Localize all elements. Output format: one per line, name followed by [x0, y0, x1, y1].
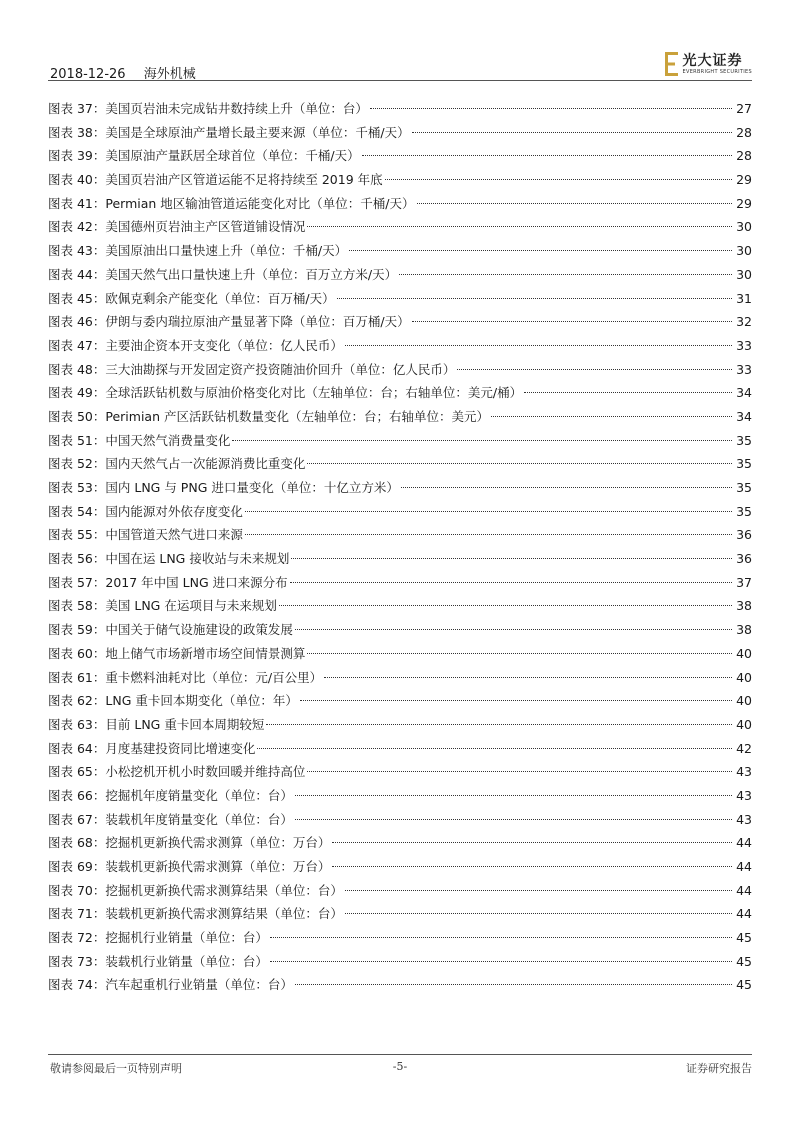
toc-entry-title: 图表 67：装载机年度销量变化（单位：台）	[48, 811, 293, 827]
toc-entry-title: 图表 46：伊朗与委内瑞拉原油产量显著下降（单位：百万桶/天）	[48, 314, 410, 330]
toc-entry-page: 40	[736, 693, 752, 709]
toc-dot-leader	[349, 250, 732, 251]
toc-dot-leader	[279, 605, 732, 606]
toc-entry[interactable]	[48, 381, 752, 405]
toc-entry[interactable]	[48, 476, 752, 500]
toc-entry[interactable]	[48, 594, 752, 618]
toc-entry[interactable]	[48, 144, 752, 168]
toc-entry[interactable]	[48, 737, 752, 761]
toc-entry-page: 44	[736, 835, 752, 851]
toc-entry-title: 图表 72：挖掘机行业销量（单位：台）	[48, 930, 268, 946]
toc-entry-page: 38	[736, 622, 752, 638]
toc-entry[interactable]	[48, 168, 752, 192]
toc-entry-title: 图表 58：美国 LNG 在运项目与未来规划	[48, 598, 277, 614]
toc-entry-page: 28	[736, 148, 752, 164]
toc-dot-leader	[232, 440, 732, 441]
toc-dot-leader	[345, 913, 732, 914]
page-header	[48, 44, 752, 80]
toc-entry-page: 43	[736, 811, 752, 827]
toc-dot-leader	[307, 463, 732, 464]
toc-entry[interactable]	[48, 902, 752, 926]
toc-dot-leader	[290, 582, 732, 583]
toc-entry-page: 36	[736, 551, 752, 567]
toc-entry-page: 37	[736, 574, 752, 590]
toc-entry[interactable]	[48, 879, 752, 903]
toc-dot-leader	[266, 724, 732, 725]
toc-entry[interactable]	[48, 121, 752, 145]
toc-entry-page: 31	[736, 290, 752, 306]
toc-entry[interactable]	[48, 642, 752, 666]
toc-entry-title: 图表 73：装载机行业销量（单位：台）	[48, 953, 268, 969]
toc-entry-title: 图表 43：美国原油出口量快速上升（单位：千桶/天）	[48, 243, 348, 259]
toc-entry-page: 45	[736, 930, 752, 946]
toc-entry-title: 图表 64：月度基建投资同比增速变化	[48, 740, 256, 756]
toc-entry-title: 图表 44：美国天然气出口量快速上升（单位：百万立方米/天）	[48, 266, 398, 282]
toc-entry-title: 图表 66：挖掘机年度销量变化（单位：台）	[48, 787, 293, 803]
toc-dot-leader	[457, 369, 732, 370]
toc-entry-title: 图表 71：装载机更新换代需求测算结果（单位：台）	[48, 906, 343, 922]
toc-entry-title: 图表 61：重卡燃料油耗对比（单位：元/百公里）	[48, 669, 323, 685]
toc-entry-page: 27	[736, 101, 752, 116]
footer-divider	[48, 1054, 752, 1055]
logo-name-en: EVERBRIGHT SECURITIES	[682, 68, 752, 75]
toc-entry[interactable]	[48, 855, 752, 879]
toc-entry[interactable]	[48, 97, 752, 121]
toc-entry-title: 图表 53：国内 LNG 与 PNG 进口量变化（单位：十亿立方米）	[48, 480, 399, 495]
toc-dot-leader	[300, 700, 732, 701]
footer-disclaimer: 敬请参阅最后一页特别声明	[50, 1062, 182, 1075]
toc-entry-page: 35	[736, 432, 752, 448]
toc-entry[interactable]	[48, 831, 752, 855]
toc-entry[interactable]	[48, 215, 752, 239]
toc-entry-page: 43	[736, 787, 752, 803]
toc-dot-leader	[324, 677, 732, 678]
toc-entry-title: 图表 69：装载机更新换代需求测算（单位：万台）	[48, 859, 331, 874]
toc-entry[interactable]	[48, 358, 752, 382]
toc-entry[interactable]	[48, 973, 752, 997]
toc-dot-leader	[385, 179, 732, 180]
toc-entry-title: 图表 65：小松挖机开机小时数回暖并维持高位	[48, 764, 306, 780]
toc-dot-leader	[295, 819, 732, 820]
toc-dot-leader	[291, 558, 732, 559]
toc-entry-page: 30	[736, 219, 752, 235]
toc-entry[interactable]	[48, 784, 752, 808]
toc-entry[interactable]	[48, 523, 752, 547]
toc-entry[interactable]	[48, 547, 752, 571]
toc-entry-title: 图表 40：美国页岩油产区管道运能不足将持续至 2019 年底	[48, 172, 383, 188]
toc-entry-title: 图表 38：美国是全球原油产量增长最主要来源（单位：千桶/天）	[48, 124, 410, 140]
toc-entry-page: 29	[736, 172, 752, 188]
report-date: 2018-12-26	[50, 67, 126, 82]
toc-entry-page: 33	[736, 361, 752, 377]
toc-entry-page: 35	[736, 456, 752, 472]
toc-dot-leader	[491, 416, 732, 417]
footer-report-type: 证券研究报告	[686, 1062, 752, 1075]
toc-entry[interactable]	[48, 808, 752, 832]
toc-dot-leader	[524, 392, 732, 393]
toc-entry-page: 45	[736, 977, 752, 993]
toc-entry-page: 43	[736, 764, 752, 780]
toc-entry-page: 34	[736, 385, 752, 401]
toc-dot-leader	[412, 132, 732, 133]
toc-dot-leader	[412, 321, 732, 322]
toc-entry-page: 30	[736, 266, 752, 282]
toc-dot-leader	[345, 345, 732, 346]
toc-entry-title: 图表 55：中国管道天然气进口来源	[48, 527, 243, 543]
toc-entry[interactable]	[48, 192, 752, 216]
toc-dot-leader	[307, 226, 732, 227]
toc-entry[interactable]	[48, 405, 752, 429]
toc-dot-leader	[337, 298, 732, 299]
toc-entry[interactable]	[48, 239, 752, 263]
toc-dot-leader	[345, 890, 732, 891]
toc-entry-title: 图表 63：目前 LNG 重卡回本周期较短	[48, 716, 265, 732]
toc-entry-page: 40	[736, 645, 752, 661]
toc-dot-leader	[417, 203, 733, 204]
toc-entry[interactable]	[48, 713, 752, 737]
toc-dot-leader	[295, 984, 732, 985]
toc-dot-leader	[370, 108, 732, 109]
toc-entry-page: 29	[736, 195, 752, 211]
toc-entry-page: 42	[736, 740, 752, 756]
toc-entry[interactable]	[48, 618, 752, 642]
toc-entry[interactable]	[48, 287, 752, 311]
toc-entry-page: 38	[736, 598, 752, 614]
toc-entry-title: 图表 62：LNG 重卡回本期变化（单位：年）	[48, 693, 298, 709]
toc-entry-title: 图表 41：Permian 地区输油管道运能变化对比（单位：千桶/天）	[48, 195, 415, 211]
toc-entry-page: 40	[736, 669, 752, 685]
toc-dot-leader	[257, 748, 732, 749]
toc-entry[interactable]	[48, 334, 752, 358]
toc-dot-leader	[401, 487, 732, 488]
toc-entry-page: 36	[736, 527, 752, 543]
toc-entry-page: 44	[736, 882, 752, 898]
header-divider	[48, 80, 752, 81]
company-logo	[665, 50, 752, 78]
toc-entry[interactable]	[48, 263, 752, 287]
toc-entry-page: 35	[736, 503, 752, 519]
toc-entry-title: 图表 60：地上储气市场新增市场空间情景测算	[48, 645, 306, 661]
toc-entry-page: 33	[736, 337, 752, 353]
toc-dot-leader	[307, 771, 732, 772]
toc-entry-title: 图表 59：中国关于储气设施建设的政策发展	[48, 622, 293, 638]
toc-dot-leader	[399, 274, 732, 275]
toc-entry-page: 44	[736, 859, 752, 874]
toc-entry-title: 图表 48：三大油勘探与开发固定资产投资随油价回升（单位：亿人民币）	[48, 361, 456, 377]
toc-entry-title: 图表 42：美国德州页岩油主产区管道铺设情况	[48, 219, 306, 235]
toc-dot-leader	[245, 511, 732, 512]
toc-entry-title: 图表 70：挖掘机更新换代需求测算结果（单位：台）	[48, 882, 343, 898]
toc-dot-leader	[362, 155, 732, 156]
toc-entry-page: 28	[736, 124, 752, 140]
toc-dot-leader	[270, 937, 732, 938]
toc-entry[interactable]	[48, 452, 752, 476]
toc-entry[interactable]	[48, 666, 752, 690]
toc-entry-title: 图表 68：挖掘机更新换代需求测算（单位：万台）	[48, 835, 331, 851]
toc-dot-leader	[245, 534, 732, 535]
toc-entry[interactable]	[48, 950, 752, 974]
toc-entry-title: 图表 47：主要油企资本开支变化（单位：亿人民币）	[48, 337, 343, 353]
toc-entry-title: 图表 56：中国在运 LNG 接收站与未来规划	[48, 551, 290, 567]
toc-entry-page: 40	[736, 716, 752, 732]
page-footer	[48, 1060, 752, 1078]
toc-entry-title: 图表 50：Perimian 产区活跃钻机数量变化（左轴单位：台；右轴单位：美元）	[48, 408, 489, 424]
toc-dot-leader	[307, 653, 732, 654]
toc-entry-title: 图表 54：国内能源对外依存度变化	[48, 503, 243, 519]
toc-entry[interactable]	[48, 571, 752, 595]
toc-entry[interactable]	[48, 689, 752, 713]
toc-entry-title: 图表 52：国内天然气占一次能源消费比重变化	[48, 456, 306, 472]
table-of-figures	[48, 97, 752, 997]
toc-entry-page: 35	[736, 480, 752, 495]
toc-dot-leader	[295, 795, 732, 796]
everbright-logo-icon	[665, 52, 679, 76]
toc-entry-title: 图表 51：中国天然气消费量变化	[48, 432, 231, 448]
toc-entry[interactable]	[48, 429, 752, 453]
toc-entry-title: 图表 45：欧佩克剩余产能变化（单位：百万桶/天）	[48, 290, 335, 306]
logo-text	[683, 53, 752, 76]
toc-entry-title: 图表 37：美国页岩油未完成钻井数持续上升（单位：台）	[48, 101, 368, 116]
toc-entry[interactable]	[48, 500, 752, 524]
toc-dot-leader	[295, 629, 732, 630]
toc-entry[interactable]	[48, 310, 752, 334]
logo-name-cn: 光大证券	[682, 52, 743, 69]
toc-entry-title: 图表 74：汽车起重机行业销量（单位：台）	[48, 977, 293, 993]
toc-entry-title: 图表 39：美国原油产量跃居全球首位（单位：千桶/天）	[48, 148, 360, 164]
toc-entry-page: 44	[736, 906, 752, 922]
toc-dot-leader	[332, 842, 732, 843]
toc-entry-title: 图表 49：全球活跃钻机数与原油价格变化对比（左轴单位：台；右轴单位：美元/桶）	[48, 385, 523, 401]
toc-entry-page: 34	[736, 408, 752, 424]
toc-entry-page: 30	[736, 243, 752, 259]
report-category: 海外机械	[143, 67, 196, 82]
toc-entry[interactable]	[48, 760, 752, 784]
page-number: -5-	[392, 1060, 408, 1073]
toc-entry-page: 45	[736, 953, 752, 969]
toc-entry-title: 图表 57：2017 年中国 LNG 进口来源分布	[48, 574, 288, 590]
toc-dot-leader	[332, 866, 732, 867]
toc-entry-page: 32	[736, 314, 752, 330]
toc-entry[interactable]	[48, 926, 752, 950]
toc-dot-leader	[270, 961, 732, 962]
